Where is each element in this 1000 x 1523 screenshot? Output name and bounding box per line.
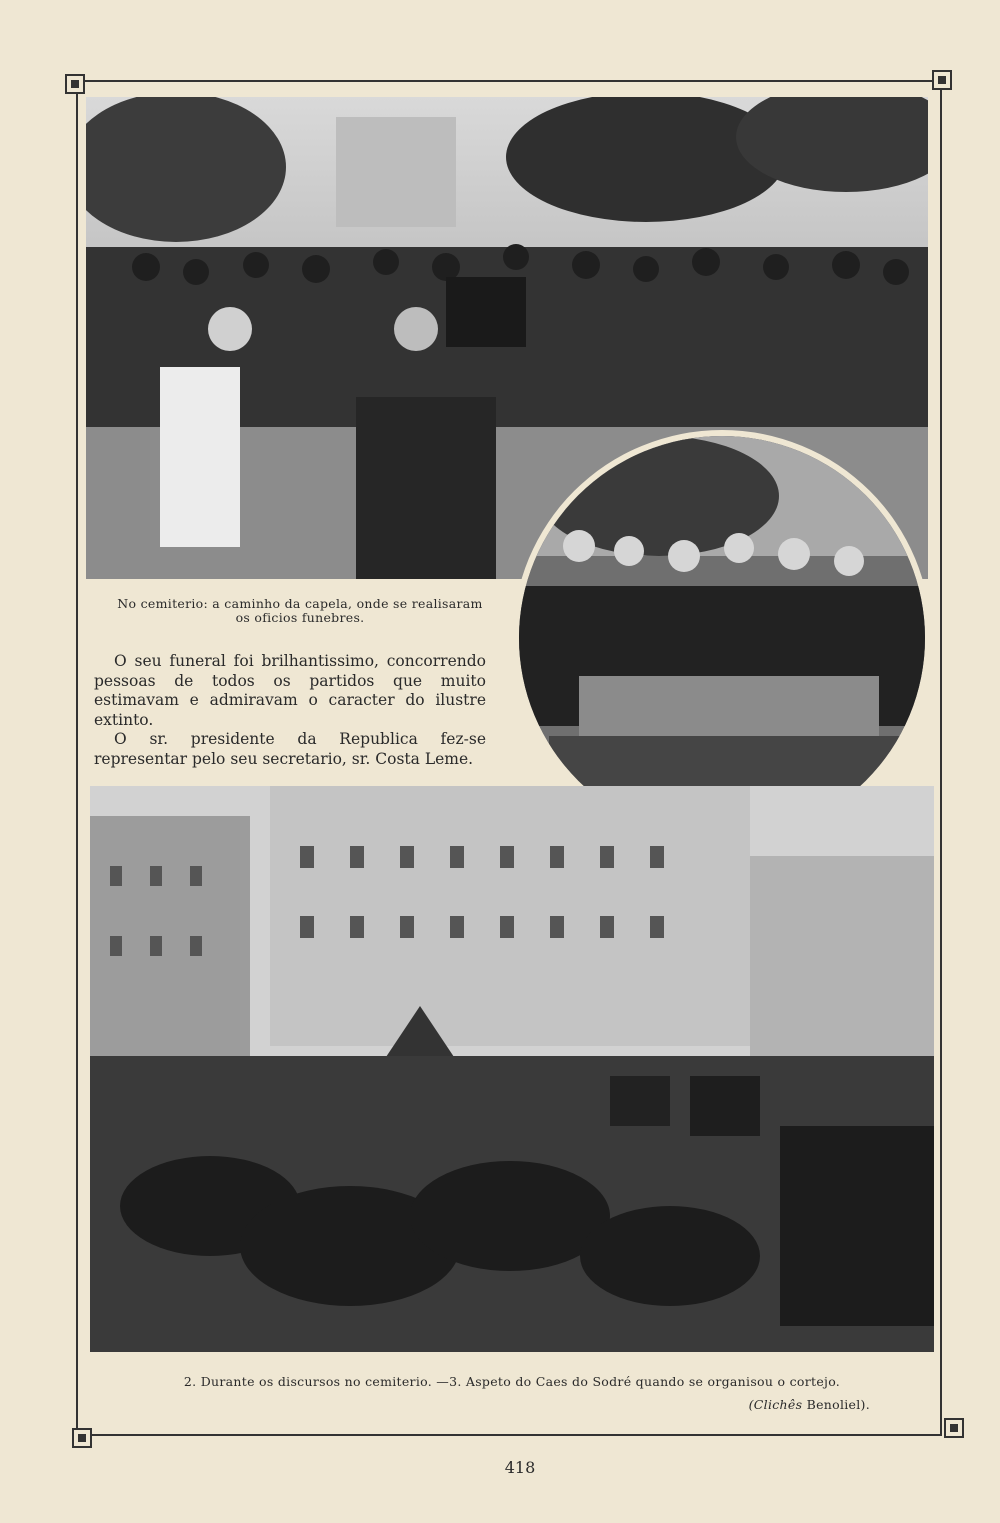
caption-speeches-and-cortege: 2. Durante os discursos no cemiterio. —3. Aspeto do Caes do Sodré quando se organisou o cortejo. — [183, 1374, 841, 1389]
corner-ornament-bottom-right — [944, 1418, 964, 1438]
photo-caes-do-sodre — [90, 786, 934, 1352]
page-number: 418 — [504, 1458, 536, 1477]
credit-name: Benoliel). — [806, 1397, 870, 1412]
photo-credit — [600, 1397, 870, 1412]
corner-ornament-bottom-left — [72, 1428, 92, 1448]
corner-ornament-top-left — [65, 74, 85, 94]
credit-prefix: (Clichês — [748, 1397, 807, 1412]
caption-cemetery-procession — [90, 597, 510, 625]
article-body — [94, 652, 486, 769]
caption-top-line1: No cemiterio: a caminho da capela, onde se realisaram — [117, 596, 483, 611]
body-paragraph-1: O seu funeral foi brilhantissimo, concorrendo pessoas de todos os partidos que muito estimavam e admiravam o caracter do ilustre extinto. — [94, 652, 486, 729]
body-paragraph-2: O sr. presidente da Republica fez-se representar pelo seu secretario, sr. Costa Leme. — [94, 730, 486, 768]
corner-ornament-top-right — [932, 70, 952, 90]
caption-top-line2: os oficios funebres. — [235, 610, 365, 625]
photo-speeches-circular — [513, 430, 931, 846]
